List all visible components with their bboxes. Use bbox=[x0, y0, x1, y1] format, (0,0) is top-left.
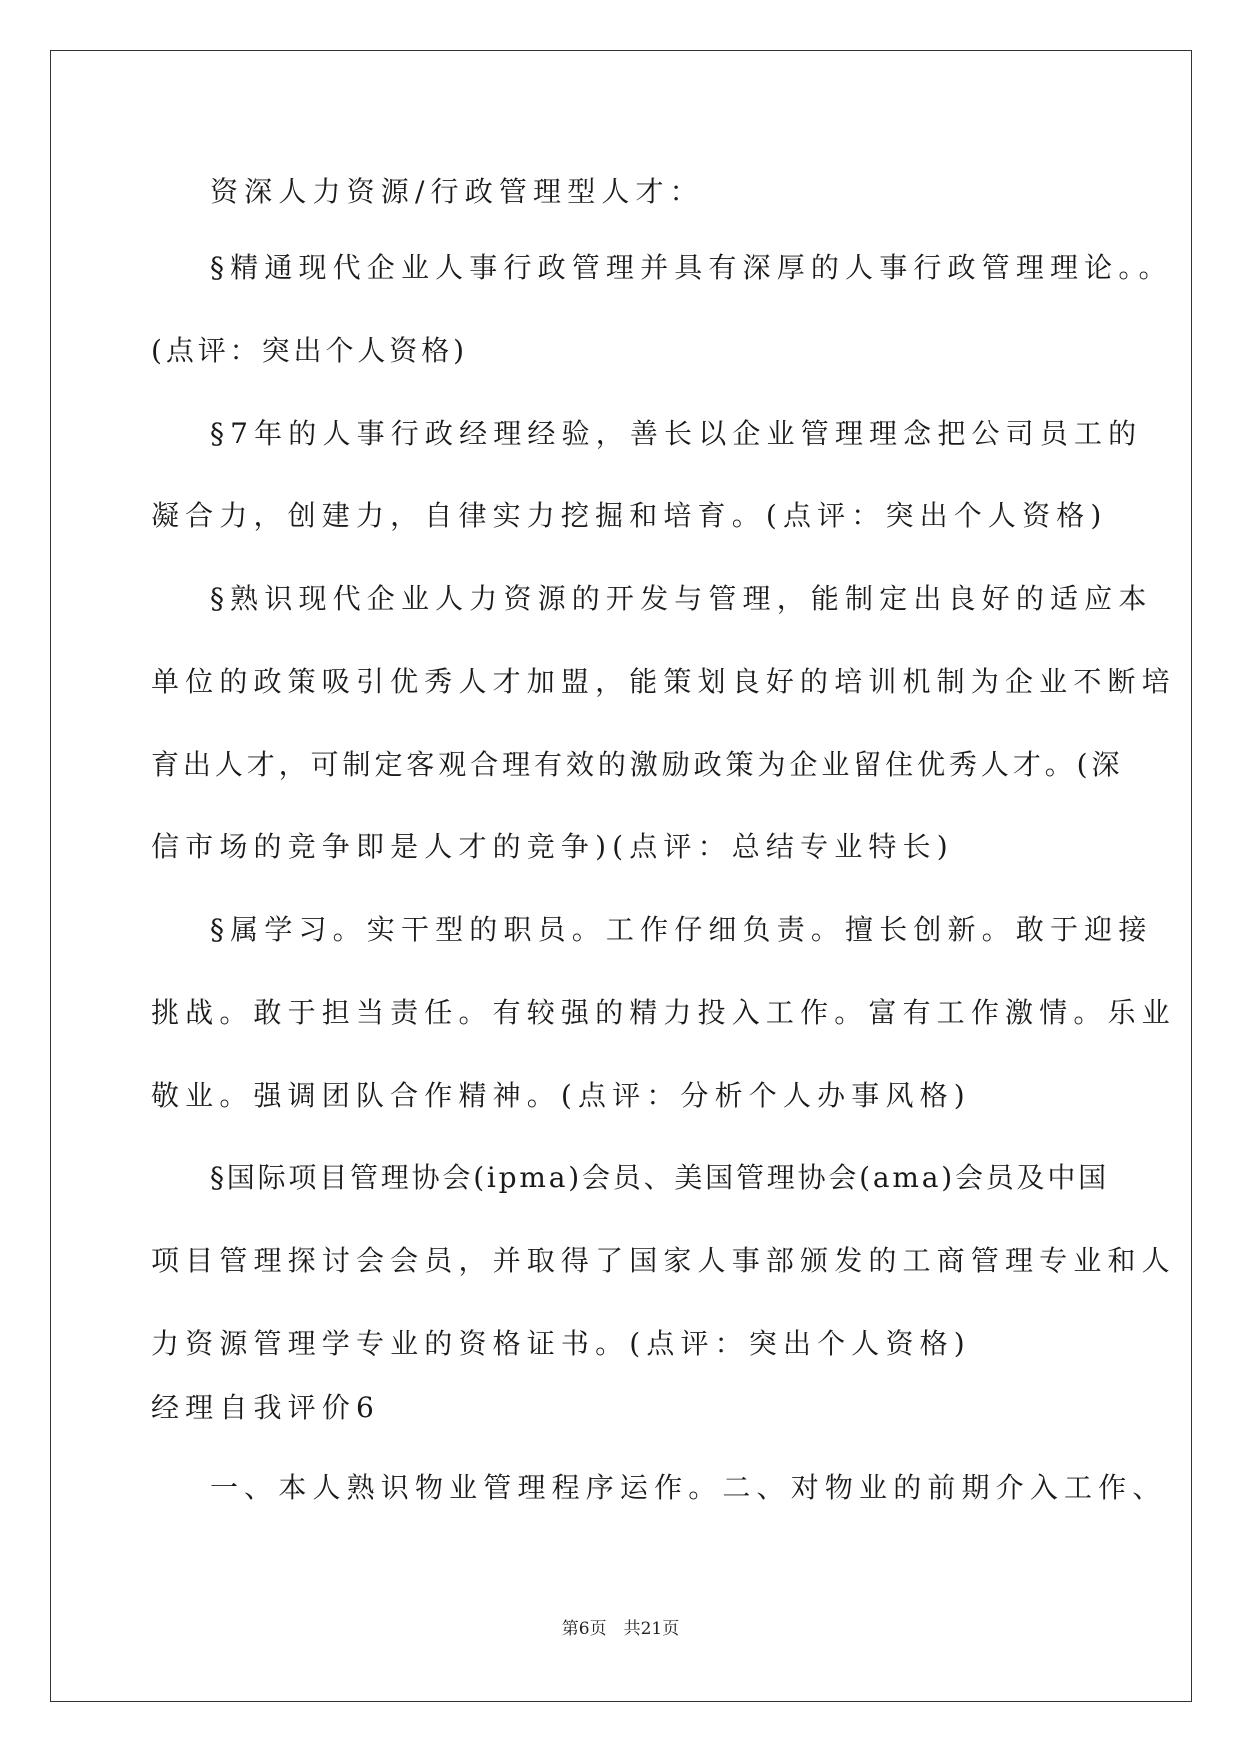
text-line: §属学习。实干型的职员。工作仔细负责。擅长创新。敢于迎接 bbox=[210, 913, 1153, 946]
text-line: 资深人力资源/行政管理型人才： bbox=[210, 175, 704, 208]
text-line: 力资源管理学专业的资格证书。(点评：突出个人资格) bbox=[151, 1327, 971, 1360]
text-line: 凝合力，创建力，自律实力挖掘和培育。(点评：突出个人资格) bbox=[151, 499, 1108, 532]
text-line: §国际项目管理协会(ipma)会员、美国管理协会(ama)会员及中国 bbox=[210, 1161, 1109, 1194]
text-line: 育出人才，可制定客观合理有效的激励政策为企业留住优秀人才。(深 bbox=[151, 748, 1124, 781]
page-number: 第6页 共21页 bbox=[561, 1619, 680, 1639]
text-line: 单位的政策吸引优秀人才加盟，能策划良好的培训机制为企业不断培 bbox=[151, 665, 1176, 698]
text-line: 项目管理探讨会会员，并取得了国家人事部颁发的工商管理专业和人 bbox=[151, 1244, 1176, 1277]
text-line: 信市场的竞争即是人才的竞争)(点评：总结专业特长) bbox=[151, 830, 954, 863]
text-line: §7年的人事行政经理经验，善长以企业管理理念把公司员工的 bbox=[210, 417, 1143, 450]
text-line: 敬业。强调团队合作精神。(点评：分析个人办事风格) bbox=[151, 1079, 971, 1112]
page-border bbox=[50, 50, 1192, 1702]
text-line: §精通现代企业人事行政管理并具有深厚的人事行政管理理论。。 bbox=[210, 251, 1173, 284]
section-heading: 经理自我评价6 bbox=[151, 1391, 380, 1424]
text-line: (点评：突出个人资格) bbox=[151, 334, 468, 367]
text-line: 挑战。敢于担当责任。有较强的精力投入工作。富有工作激情。乐业 bbox=[151, 996, 1176, 1029]
text-line: §熟识现代企业人力资源的开发与管理，能制定出良好的适应本 bbox=[210, 582, 1153, 615]
text-line: 一、本人熟识物业管理程序运作。二、对物业的前期介入工作、 bbox=[210, 1471, 1167, 1504]
